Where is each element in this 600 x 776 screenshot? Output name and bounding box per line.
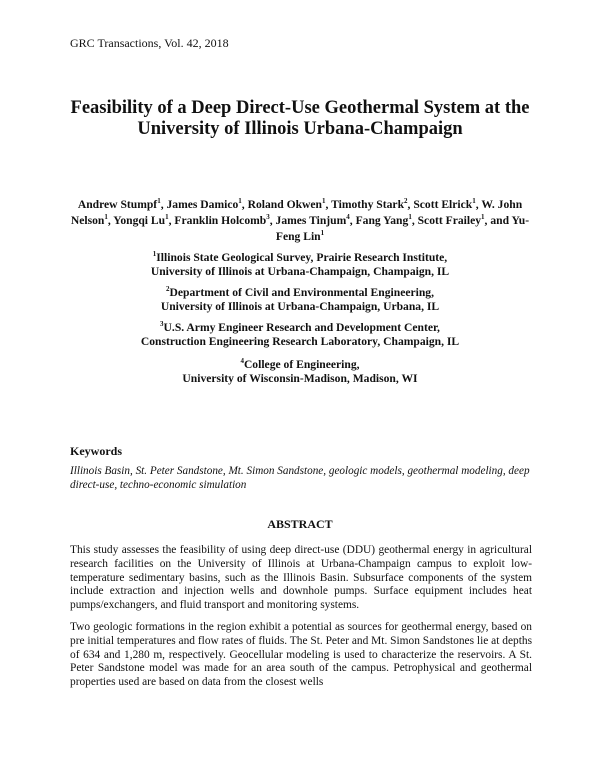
- keywords-text: Illinois Basin, St. Peter Sandstone, Mt. Simon Sandstone, geologic models, geothermal modeling, deep direct-use, techno-economic simulation: [70, 465, 530, 491]
- affiliation-2: $^2$Department of Civil and Environmental Engineering, University of Illinois at Urbana-Champaign, Urbana, IL: [160, 285, 440, 313]
- author: Yu-Feng Lin$^1$: [275, 214, 530, 243]
- abstract-paragraph-1: This study assesses the feasibility of using deep direct-use (DDU) geothermal energy in agricultural research facilities on the University of Illinois at Urbana-Champaign campus to exploit low-temperature sedimentary basins, such as the Illinois Basin. Subsurface components of the system include extraction and injection wells and downhole pumps. Surface equipment includes heat pumps/exchangers, and fluid transport and monitoring systems.: [70, 544, 532, 612]
- journal-header: GRC Transactions, Vol. 42, 2018: [70, 36, 229, 50]
- author: Franklin Holcomb$^3$,: [174, 213, 276, 227]
- author-list: [62, 197, 538, 245]
- affiliation-3: $^3$U.S. Army Engineer Research and Development Center, Construction Engineering Research Laboratory, Champaign, IL: [140, 320, 460, 348]
- affiliation-4: $^4$College of Engineering, University of Wisconsin-Madison, Madison, WI: [182, 357, 418, 385]
- title-line-1: Feasibility of a Deep Direct-Use Geothermal System at the: [70, 98, 530, 118]
- title-line-2: University of Illinois Urbana-Champaign: [137, 119, 463, 139]
- author: Timothy Stark$^2$,: [331, 197, 414, 211]
- author: Scott Frailey$^1$, and: [417, 213, 512, 227]
- keywords-heading: Keywords: [70, 444, 122, 458]
- author: Scott Elrick$^1$,: [413, 197, 482, 211]
- abstract-heading: ABSTRACT: [267, 517, 333, 531]
- author: W. John Nelson$^1$,: [70, 198, 523, 227]
- abstract-paragraph-2: Two geologic formations in the region exhibit a potential as sources for geothermal energy, based on pre initial temperatures and flow rates of fluids. The St. Peter and Mt. Simon Sandstones lie at depths of 634 and 1,280 m, respectively. Geocellular modeling is used to characterize the reservoirs. A St. Peter Sandstone model was made for an area south of the campus. Petrophysical and geothermal properties used are based on data from the closest wells: [70, 621, 532, 689]
- affiliation-1: $^1$Illinois State Geological Survey, Prairie Research Institute, University of Illinois at Urbana-Champaign, Champaign, IL: [150, 250, 450, 278]
- author: James Damico$^1$,: [166, 197, 248, 211]
- author: Andrew Stumpf$^1$,: [77, 197, 167, 211]
- author: Roland Okwen$^1$,: [247, 197, 332, 211]
- author: James Tinjum$^4$,: [275, 213, 356, 227]
- paper-title: [60, 98, 540, 140]
- author: Yongqi Lu$^1$,: [113, 213, 175, 227]
- author: Fang Yang$^1$,: [355, 213, 418, 227]
